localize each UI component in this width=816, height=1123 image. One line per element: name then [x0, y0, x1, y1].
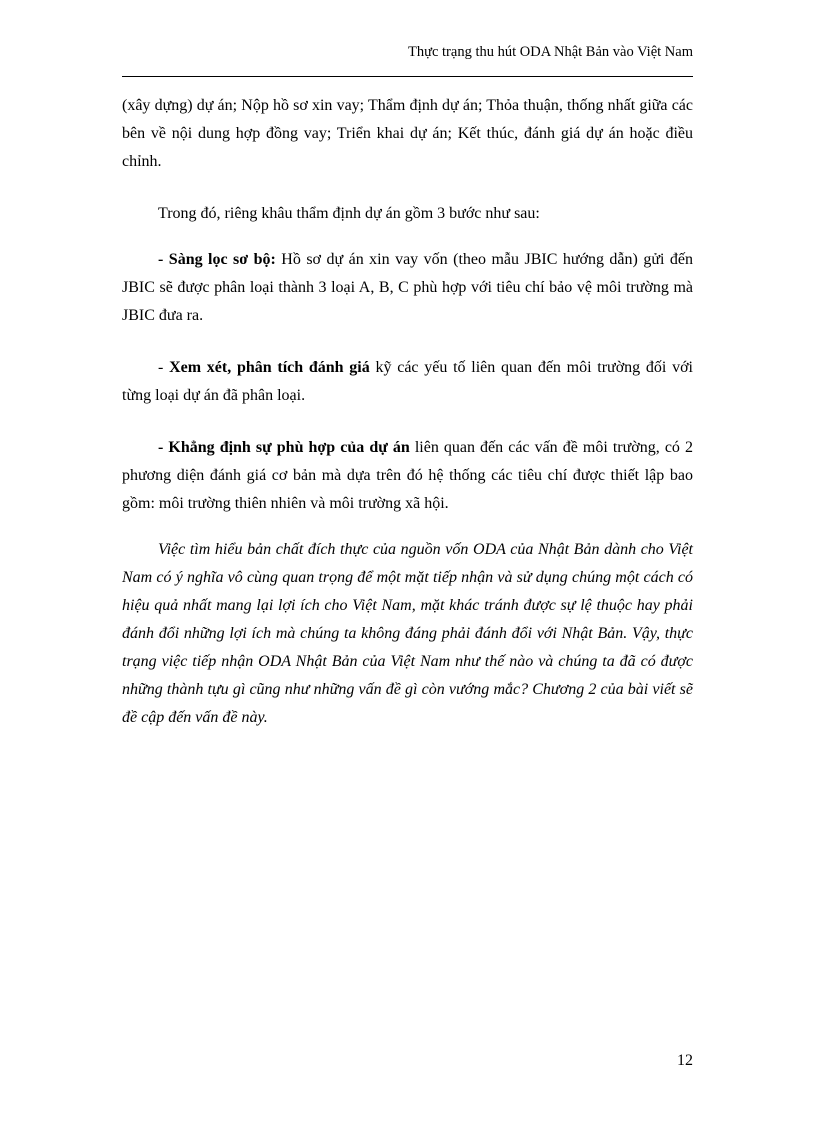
page-number: 12	[677, 1052, 693, 1069]
step-confirm-suitability-title: - Khẳng định sự phù hợp của dự án	[158, 439, 410, 456]
step-confirm-suitability	[122, 434, 693, 518]
step-review-analysis-title: Xem xét, phân tích đánh giá	[169, 359, 370, 376]
step-review-analysis-prefix: -	[158, 359, 170, 376]
step-review-analysis-text: kỹ các yếu tố liên quan đến môi trường đối với từng loại dự án đã phân loại.	[122, 359, 693, 404]
page-body	[122, 92, 693, 732]
step-preliminary-screening-title: - Sàng lọc sơ bộ:	[158, 251, 276, 268]
step-confirm-suitability-text: liên quan đến các vấn đề môi trường, có 2 phương diện đánh giá cơ bản mà dựa trên đó hệ thống các tiêu chí được thiết lập bao gồm: môi trường thiên nhiên và môi trường xã hội.	[122, 439, 693, 512]
step-preliminary-screening	[122, 246, 693, 330]
header-rule	[122, 76, 693, 77]
running-header: Thực trạng thu hút ODA Nhật Bản vào Việt Nam	[408, 44, 693, 60]
step-review-analysis	[122, 354, 693, 410]
step-preliminary-screening-text: Hồ sơ dự án xin vay vốn (theo mẫu JBIC hướng dẫn) gửi đến JBIC sẽ được phân loại thành 3 loại A, B, C phù hợp với tiêu chí bảo vệ môi trường mà JBIC đưa ra.	[122, 251, 693, 324]
paragraph-process-steps: (xây dựng) dự án; Nộp hồ sơ xin vay; Thẩm định dự án; Thỏa thuận, thống nhất giữa các bên về nội dung hợp đồng vay; Triển khai dự án; Kết thúc, đánh giá dự án hoặc điều chỉnh.	[122, 97, 693, 170]
paragraph-appraisal-intro: Trong đó, riêng khâu thẩm định dự án gồm 3 bước như sau:	[158, 205, 540, 222]
paragraph-conclusion: Việc tìm hiểu bản chất đích thực của nguồn vốn ODA của Nhật Bản dành cho Việt Nam có ý nghĩa vô cùng quan trọng để một mặt tiếp nhận và sử dụng chúng một cách có hiệu quả nhất mang lại lợi ích cho Việt Nam, mặt khác tránh được sự lệ thuộc hay phải đánh đổi những lợi ích mà chúng ta không đáng phải đánh đổi với Nhật Bản. Vậy, thực trạng việc tiếp nhận ODA Nhật Bản của Việt Nam như thế nào và chúng ta đã có được những thành tựu gì cũng như những vấn đề gì còn vướng mắc? Chương 2 của bài viết sẽ đề cập đến vấn đề này.	[122, 541, 693, 726]
